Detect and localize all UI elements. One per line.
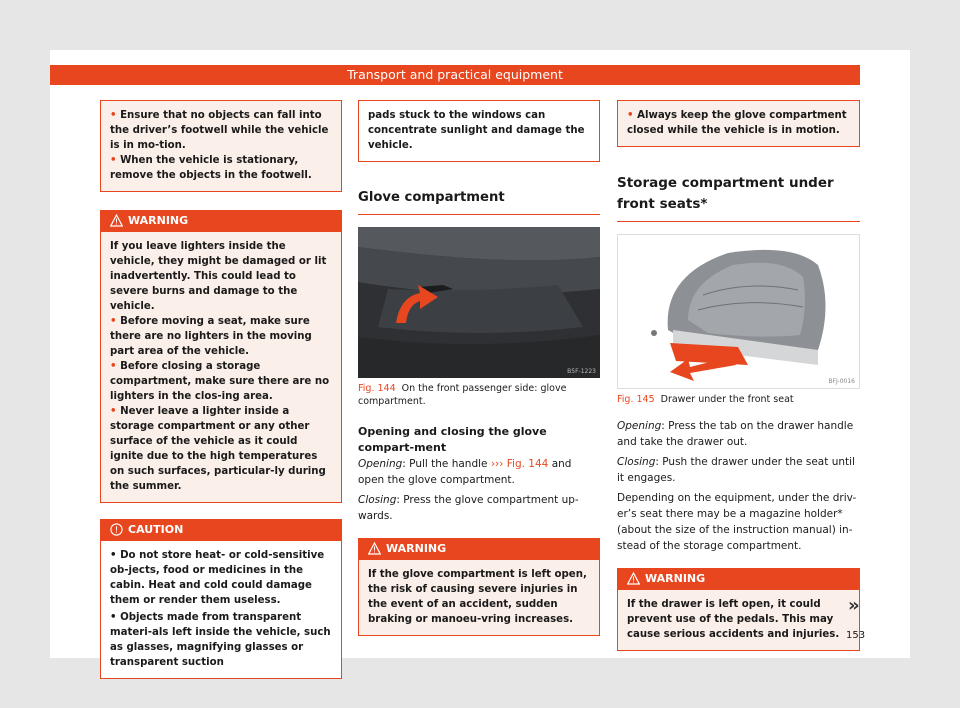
closing-paragraph	[358, 492, 600, 524]
figure-glove-compartment	[358, 227, 600, 378]
glove-compartment-illustration	[358, 227, 600, 378]
column-2	[358, 100, 600, 636]
seat-drawer-illustration	[618, 235, 859, 388]
warning-text: If the drawer is left open, it could prevent use of the pedals. This may cause serious accidents and injuries.	[627, 599, 840, 640]
warning-continued-box	[617, 100, 860, 147]
warning-header	[100, 210, 342, 232]
warning-title: WARNING	[128, 214, 189, 227]
caution-continued-text: pads stuck to the windows can concentrate sunlight and damage the vehicle.	[368, 110, 585, 151]
caution-continued-box	[358, 100, 600, 162]
warning-icon	[368, 542, 381, 555]
continue-mark: »	[848, 595, 860, 616]
closing-text: : Press the glove compartment up-wards.	[358, 494, 579, 522]
opening-paragraph	[358, 456, 600, 488]
figure-caption-text: Drawer under the front seat	[660, 394, 794, 405]
warning-text: If the glove compartment is left open, the risk of causing severe injuries in the event of an accident, sudden braking or manoeu-vring increases.	[368, 569, 587, 625]
warning-title: WARNING	[386, 542, 447, 555]
caution-item: • Do not store heat- or cold-sensitive ob-jects, food or medicines in the cabin. Heat and cold could damage them or render them useless.	[110, 548, 332, 608]
opening-text: : Pull the handle	[402, 458, 491, 470]
closing-text: : Push the drawer under the seat until it engages.	[617, 456, 855, 484]
warning-title: WARNING	[645, 572, 706, 585]
closing-paragraph	[617, 454, 860, 486]
opening-label: Opening	[358, 458, 403, 470]
caution-item: • Objects made from transparent materi-als left inside the vehicle, such as glasses, magnifying glasses or transparent suction	[110, 610, 332, 670]
warning-item: • Before closing a storage compartment, make sure there are no lighters in the clos-ing area.	[110, 359, 332, 404]
warning-box	[100, 232, 342, 503]
figure-number: Fig. 145	[617, 394, 655, 405]
warning-box	[358, 560, 600, 636]
figure-caption	[358, 382, 600, 408]
figure-caption	[617, 393, 860, 406]
note-box	[100, 100, 342, 192]
warning-box	[617, 590, 860, 651]
warning-item: • Before moving a seat, make sure there are no lighters in the moving part area of the vehicle.	[110, 314, 332, 359]
caution-icon	[110, 523, 123, 536]
column-1	[100, 100, 342, 679]
column-3	[617, 100, 860, 651]
opening-text-2: and open the glove compartment.	[358, 458, 572, 486]
warning-continued-text: • Always keep the glove compartment closed while the vehicle is in motion.	[627, 108, 850, 138]
section-title-glove: Glove compartment	[358, 188, 600, 215]
closing-label: Closing	[617, 456, 656, 468]
figure-code: B5F-1223	[567, 368, 596, 375]
caution-title: CAUTION	[128, 523, 184, 536]
figure-seat-drawer	[617, 234, 860, 389]
figure-reference-link[interactable]: ››› Fig. 144	[490, 458, 549, 470]
page-number: 153	[846, 630, 866, 641]
note-item: • Ensure that no objects can fall into the driver’s footwell while the vehicle is in mo-tion.	[110, 108, 332, 153]
opening-label: Opening	[617, 420, 662, 432]
note-item: • When the vehicle is stationary, remove the objects in the footwell.	[110, 153, 332, 183]
figure-code: BFJ-0016	[828, 378, 855, 385]
figure-caption-text: On the front passenger side: glove compartment.	[358, 383, 567, 407]
warning-header	[358, 538, 600, 560]
opening-text: : Press the tab on the drawer handle and take the drawer out.	[617, 420, 854, 448]
caution-box	[100, 541, 342, 679]
magazine-holder-paragraph: Depending on the equipment, under the driv-er’s seat there may be a magazine holder* (about the size of the instruction manual) in-stead of the storage compartment.	[617, 492, 857, 552]
warning-header	[617, 568, 860, 590]
page-header: Transport and practical equipment	[50, 65, 860, 85]
warning-item: • Never leave a lighter inside a storage compartment or any other surface of the vehicle as it could ignite due to the high temperatures on such surfaces, particular-ly during the summer.	[110, 404, 332, 494]
caution-header	[100, 519, 342, 541]
opening-paragraph	[617, 418, 860, 450]
subheading-opening-closing: Opening and closing the glove compart-ment	[358, 425, 547, 454]
warning-icon	[110, 214, 123, 227]
warning-intro: If you leave lighters inside the vehicle, they might be damaged or lit inadvertently. This could lead to severe burns and damage to the vehicle.	[110, 241, 327, 312]
section-title-storage: Storage compartment under front seats*	[617, 173, 860, 222]
closing-label: Closing	[358, 494, 397, 506]
warning-icon	[627, 572, 640, 585]
figure-number: Fig. 144	[358, 383, 396, 394]
